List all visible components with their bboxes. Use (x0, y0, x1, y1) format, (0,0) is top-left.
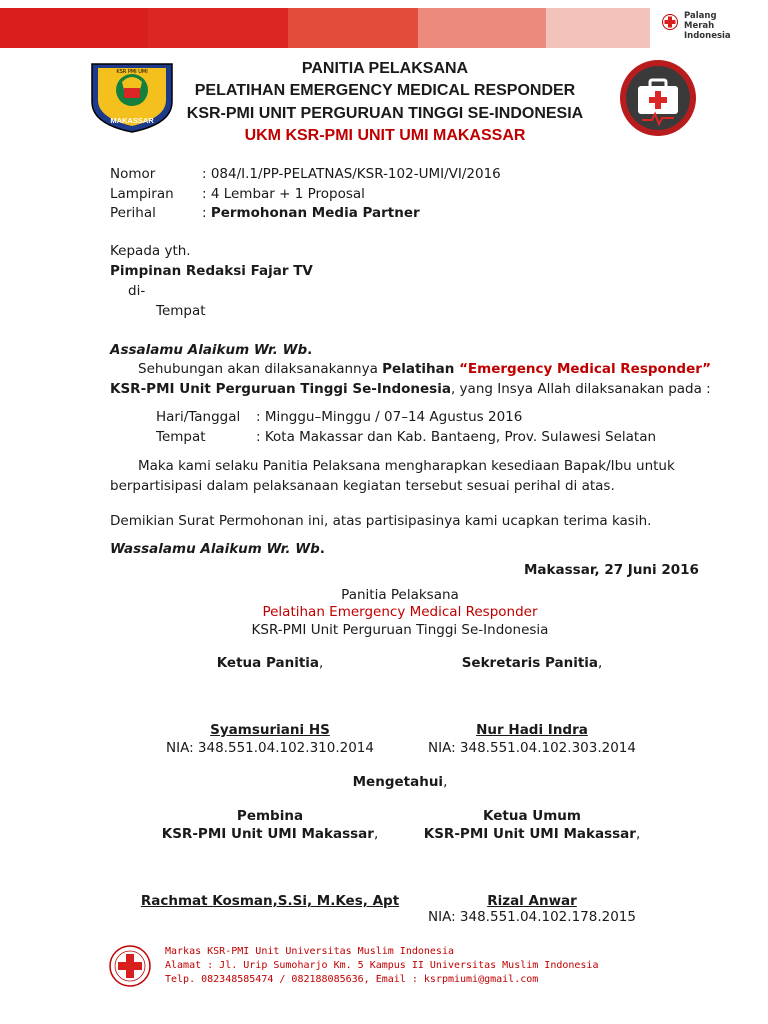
medical-kit-icon (618, 58, 698, 138)
pembina-org (150, 826, 390, 842)
tempat-value: : Kota Makassar dan Kab. Bantaeng, Prov. Sulawesi Selatan (256, 429, 657, 445)
nomor-label: Nomor (110, 166, 156, 182)
paragraph-3: Demikian Surat Permohonan ini, atas partisipasinya kami ucapkan terima kasih. (110, 513, 652, 529)
greeting-dot: . (307, 342, 313, 358)
footer-line-2: Alamat : Jl. Urip Sumoharjo Km. 5 Kampus II Universitas Muslim Indonesia (165, 960, 599, 971)
p1-rest: , yang Insya Allah dilaksanakan pada : (450, 381, 711, 397)
sig-org-3: KSR-PMI Unit Perguruan Tinggi Se-Indonesia (251, 622, 549, 638)
hari-value: : Minggu–Minggu / 07–14 Agustus 2016 (256, 409, 523, 425)
mengetahui-text: Mengetahui (352, 774, 444, 790)
lampiran-value: : 4 Lembar + 1 Proposal (202, 186, 365, 202)
paragraph-2-line-1: Maka kami selaku Panitia Pelaksana mengharapkan kesediaan Bapak/Ibu untuk (138, 458, 675, 474)
paragraph-1-line-1 (138, 361, 711, 377)
recipient-name: Pimpinan Redaksi Fajar TV (110, 263, 313, 279)
sek-title-comma: , (598, 655, 603, 671)
perihal-label: Perihal (110, 205, 156, 221)
nomor-value: : 084/I.1/PP-PELATNAS/KSR-102-UMI/VI/2016 (202, 166, 501, 182)
mengetahui-comma: , (443, 774, 448, 790)
closing-text: Wassalamu Alaikum Wr. Wb (110, 541, 320, 557)
footer-line-3: Telp. 082348585474 / 082188085636, Email : ksrpmiumi@gmail.com (165, 974, 539, 985)
umum-title: Ketua Umum (483, 808, 581, 824)
header-title-4: UKM KSR-PMI UNIT UMI MAKASSAR (244, 127, 526, 144)
paragraph-1-line-2 (110, 381, 711, 397)
lampiran-label: Lampiran (110, 186, 174, 202)
closing-dot: . (319, 541, 325, 557)
ketua-nia: NIA: 348.551.04.102.310.2014 (166, 740, 374, 756)
tempat-label: Tempat (156, 429, 206, 445)
perihal-colon: : (202, 205, 211, 221)
perihal-line (202, 205, 420, 221)
pembina-name: Rachmat Kosman,S.Si, M.Kes, Apt (140, 893, 400, 909)
footer-pmi-cross-icon (108, 944, 152, 988)
recipient-tempat: Tempat (156, 303, 206, 319)
umum-org-text: KSR-PMI Unit UMI Makassar (423, 826, 636, 842)
greeting-text: Assalamu Alaikum Wr. Wb (110, 342, 308, 358)
header-title-1: PANITIA PELAKSANA (301, 60, 469, 77)
header-title-3: KSR-PMI UNIT PERGURUAN TINGGI SE-INDONESIA (186, 105, 584, 122)
recipient-di: di- (128, 283, 146, 299)
sek-name: Nur Hadi Indra (476, 722, 588, 738)
header-title-2: PELATIHAN EMERGENCY MEDICAL RESPONDER (194, 82, 576, 99)
pembina-org-text: KSR-PMI Unit UMI Makassar (161, 826, 374, 842)
umum-name: Rizal Anwar (487, 893, 577, 909)
paragraph-2-line-2: berpartisipasi dalam pelaksanaan kegiatan tersebut sesuai perihal di atas. (110, 478, 615, 494)
hari-label: Hari/Tanggal (156, 409, 241, 425)
umum-org-comma: , (635, 826, 641, 842)
sig-org-1: Panitia Pelaksana (341, 587, 459, 603)
recipient-to: Kepada yth. (110, 243, 191, 259)
greeting (110, 342, 312, 358)
sig-org-2: Pelatihan Emergency Medical Responder (262, 604, 538, 620)
ketua-title-text: Ketua Panitia (216, 655, 320, 671)
sek-title-text: Sekretaris Panitia (461, 655, 599, 671)
p1-event-name: “Emergency Medical Responder” (459, 361, 712, 377)
header-bar-4 (418, 8, 546, 48)
ketua-title (170, 655, 370, 671)
p1-intro: Sehubungan akan dilaksanakannya (138, 361, 383, 377)
umum-org (412, 826, 652, 842)
closing (110, 541, 325, 557)
header-bar-2 (148, 8, 288, 48)
pmi-brand-text: Palang Merah Indonesia (684, 11, 731, 41)
perihal-value: Permohonan Media Partner (210, 205, 420, 221)
pmi-cross-icon (662, 14, 678, 30)
pembina-org-comma: , (373, 826, 379, 842)
mengetahui (300, 774, 500, 790)
umum-nia: NIA: 348.551.04.102.178.2015 (428, 909, 636, 925)
umi-logo-label: MAKASSAR (110, 116, 154, 125)
sek-title (432, 655, 632, 671)
p1-org: KSR-PMI Unit Perguruan Tinggi Se-Indonesia (110, 381, 451, 397)
ketua-name: Syamsuriani HS (210, 722, 330, 738)
svg-text:KSR PMI UMI: KSR PMI UMI (116, 69, 148, 75)
ketua-title-comma: , (319, 655, 324, 671)
header-bar-3 (288, 8, 418, 48)
header-bar-1 (0, 8, 148, 48)
footer-line-1: Markas KSR-PMI Unit Universitas Muslim Indonesia (165, 946, 454, 957)
sek-nia: NIA: 348.551.04.102.303.2014 (428, 740, 636, 756)
header-bar-5 (546, 8, 650, 48)
pembina-title: Pembina (236, 808, 304, 824)
letter-date: Makassar, 27 Juni 2016 (524, 562, 699, 578)
p1-pelatihan: Pelatihan (382, 361, 460, 377)
